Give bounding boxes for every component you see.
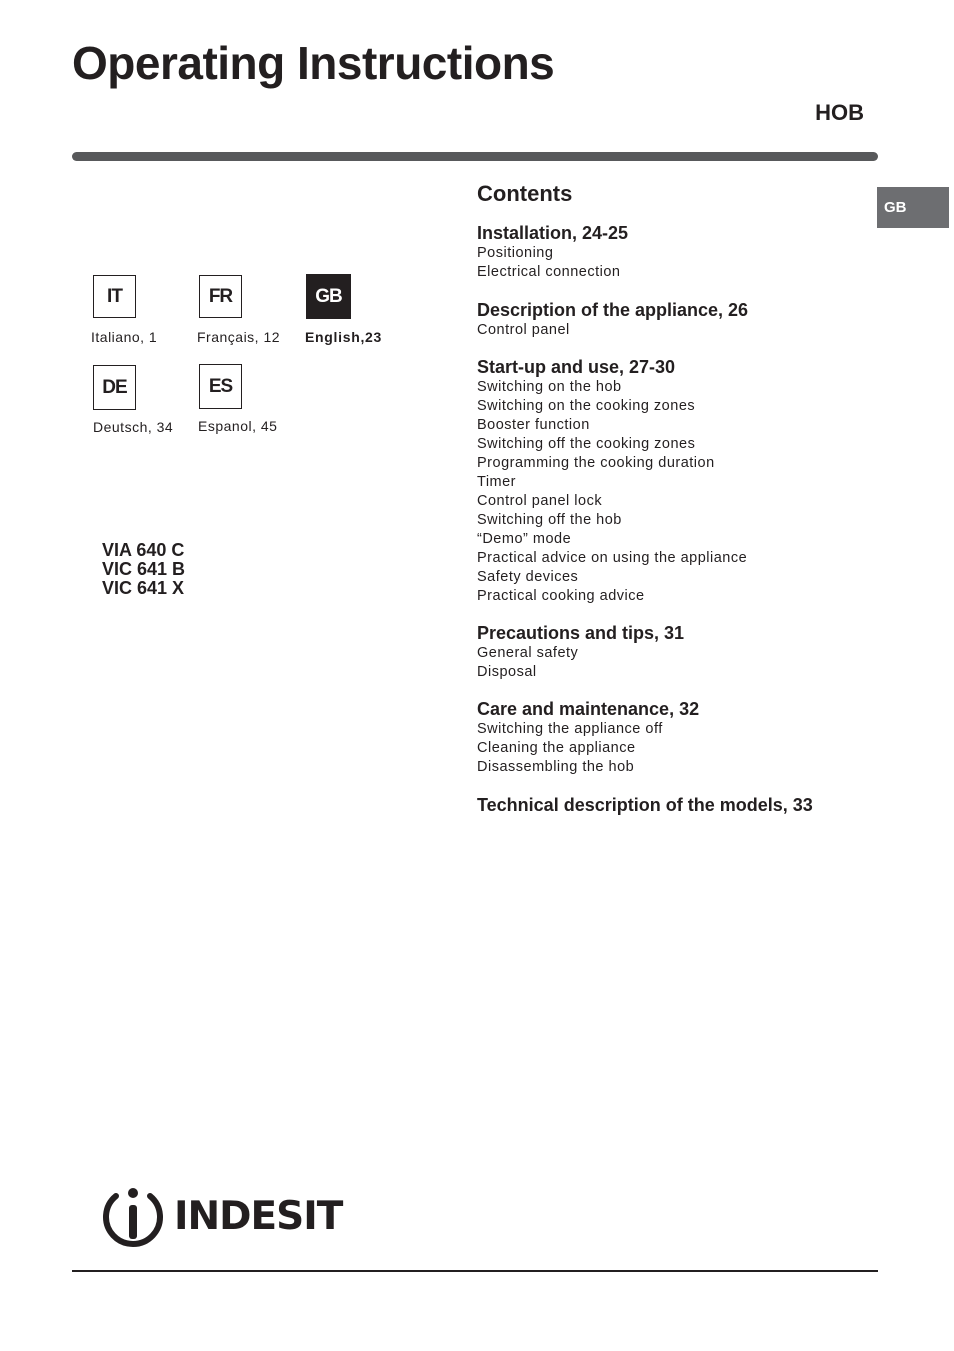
section-item: Timer xyxy=(477,474,517,490)
section-title: Care and maintenance, 32 xyxy=(477,699,700,719)
contents-section-care xyxy=(477,699,699,777)
section-item: Positioning xyxy=(477,245,554,261)
model-name: VIC 641 B xyxy=(102,559,186,579)
language-label: Italiano, 1 xyxy=(91,329,158,345)
language-code-box: DE xyxy=(93,365,136,410)
section-title: Precautions and tips, 31 xyxy=(477,623,685,643)
language-item-es xyxy=(199,364,309,434)
section-item: General safety xyxy=(477,645,579,661)
language-code-box: FR xyxy=(199,275,242,318)
language-label-active: English,23 xyxy=(305,329,383,345)
section-item: Control panel lock xyxy=(477,493,603,509)
language-code-box: ES xyxy=(199,364,242,409)
contents-section-description xyxy=(477,300,748,340)
model-list xyxy=(102,541,185,598)
language-label: Français, 12 xyxy=(197,329,281,345)
section-title: Installation, 24-25 xyxy=(477,223,629,243)
language-label: Deutsch, 34 xyxy=(93,419,174,435)
contents-section-technical xyxy=(477,795,813,816)
language-item-gb xyxy=(306,274,416,345)
section-item: Practical cooking advice xyxy=(477,588,645,604)
section-item: Practical advice on using the appliance xyxy=(477,550,748,566)
section-item: Cleaning the appliance xyxy=(477,740,636,756)
language-item-de xyxy=(93,365,203,435)
language-side-tab: GB xyxy=(877,187,949,228)
section-item: Safety devices xyxy=(477,569,579,585)
model-name: VIA 640 C xyxy=(102,540,185,560)
section-item: Switching off the cooking zones xyxy=(477,436,696,452)
brand-name: INDESIT xyxy=(174,1194,343,1239)
section-item: Electrical connection xyxy=(477,264,621,280)
section-item: Disassembling the hob xyxy=(477,759,635,775)
section-item: Programming the cooking duration xyxy=(477,455,715,471)
section-item: Control panel xyxy=(477,322,570,338)
contents-section-startup xyxy=(477,357,747,606)
section-item: Disposal xyxy=(477,664,537,680)
brand-logo xyxy=(102,1186,342,1248)
product-type: HOB xyxy=(815,100,864,125)
contents-heading: Contents xyxy=(477,181,573,206)
language-label: Espanol, 45 xyxy=(198,418,278,434)
language-item-it xyxy=(93,275,203,345)
indesit-i-icon xyxy=(102,1186,164,1248)
footer-divider-line xyxy=(72,1270,878,1272)
language-code-box-active: GB xyxy=(306,274,351,319)
contents-section-precautions xyxy=(477,623,684,682)
header-divider-bar xyxy=(72,152,878,161)
document-title: Operating Instructions xyxy=(72,37,555,89)
model-name: VIC 641 X xyxy=(102,578,185,598)
section-item: Switching off the hob xyxy=(477,512,622,528)
section-title: Technical description of the models, 33 xyxy=(477,795,813,815)
language-code-box: IT xyxy=(93,275,136,318)
section-item: “Demo” mode xyxy=(477,531,572,547)
language-item-fr xyxy=(199,275,309,345)
section-item: Switching on the cooking zones xyxy=(477,398,696,414)
section-item: Switching on the hob xyxy=(477,379,622,395)
section-title: Start-up and use, 27-30 xyxy=(477,357,676,377)
section-item: Switching the appliance off xyxy=(477,721,663,737)
contents-section-installation xyxy=(477,223,628,282)
section-title: Description of the appliance, 26 xyxy=(477,300,749,320)
section-item: Booster function xyxy=(477,417,590,433)
